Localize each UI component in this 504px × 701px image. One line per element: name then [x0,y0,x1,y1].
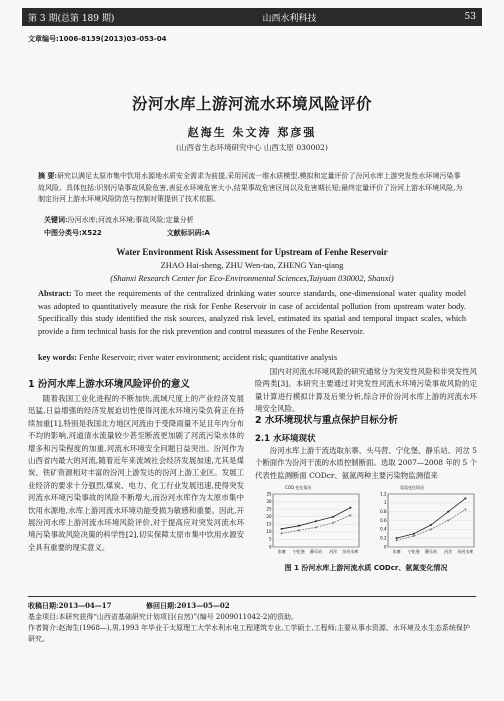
nh3-y-tick-label: 0 [383,544,387,550]
nh3-x-tick-label: 宁化堡 [407,549,420,554]
cod-y-tick-label: 5 [268,536,272,542]
cod-y-tick-label: 10 [266,529,272,535]
footer-divider [28,596,476,597]
nh3-x-tick-label: 东寨 [392,549,401,554]
chart-cod-plot [255,485,363,561]
author-note: 作者简介:赵海生(1968—),男,1993 年毕业于太原理工大学水利水电工程建筑专业,工学硕士,工程师;主要从事水资源、水环境及水生态系统保护研究。 [28,624,470,643]
chart-nh3-title: 氨氮变化情况 [400,485,424,490]
nh3-y-tick-label: 0.8 [380,508,387,514]
keywords-cn-text: 汾河水库;河流水环境;事故风险;定量分析 [67,216,194,224]
issue-label: 第 3 期(总第 189 期) [28,13,115,24]
cod-x-tick-label: 汾河水库 [342,549,359,554]
cod-y-tick-label: 30 [266,498,272,504]
section1-body: 随着我国工业化进程的不断加快,流域尺度上的产业经济发展迅猛,日益增强的经济发展迫切性使得河流水环境污染负荷正在持续加重[1],特别是我国北方地区河流由于受降雨量不足且年内分布不均的影响,河道清水流量较少甚至断流更加剧了河流污染水体的增多和污染程度的加重,河流水环境安全问题日益突出。汾河作为山西省内最大的河流,随着近年来流域社会经济发展加速,尤其是煤炭、铁矿资源相对丰富的汾河上游发达的汾河上游工业区。发展工业经济的要求十分强烈,煤炭、电力、化工行业发展迅速,使得突发河流水环境污染事故的风险不断增大,而汾河水库作为太原市集中饮用水源地,水库上游河流水环境功能受损为敏感和重要。因此,开展汾河水库上游河流水环境风险评价,对于提高应对突发河流水环境污染事故风险决策的科学性[2],切实保障太原市集中饮用水源安全具有重要的现实意义。 [28,394,244,552]
cod-x-tick-label: 河岔 [329,549,338,554]
journal-header [22,8,482,26]
keywords-cn-label: 关键词: [44,215,68,224]
keywords-en-label: key words: [38,353,77,362]
document-code: 文献标识码:A [166,229,210,237]
keywords-cn [44,215,194,225]
abstract-en [38,288,466,338]
chart-cod-title: COD 变化情况 [285,485,312,490]
section2-heading: 2 水环境现状与重点保护目标分析 [255,415,398,426]
cod-data-point [332,522,334,524]
cod-y-tick-label: 15 [266,521,272,527]
cod-data-point [298,529,300,531]
cod-series-line-1 [282,508,351,529]
nh3-data-point [396,539,398,541]
nh3-data-point [430,524,432,526]
keywords-en-text: Fenhe Reservoir; river water environment; accident risk; quantitative analysis [79,353,338,362]
nh3-data-point [396,537,398,539]
nh3-data-point [413,535,415,537]
cod-data-point [349,514,351,516]
cod-x-tick-label: 静乐站 [310,549,322,554]
cod-y-tick-label: 20 [266,514,272,520]
authors-en: ZHAO Hai-sheng, ZHU Wen-tao, ZHENG Yan-qiang [160,260,344,270]
chart-nh3-plot [370,485,478,561]
affiliation-cn: (山西省生态环境研究中心 山西太原 030002) [176,143,328,152]
affiliation-en: (Shanxi Research Center for Eco-Environmental Sciences,Taiyuan 030002, Shanxi) [110,273,394,283]
cod-y-tick-label: 25 [266,506,272,512]
figure-caption: 图 1 汾河水库上游河流水质 CODcr、氨氮变化情况 [284,564,448,572]
cod-data-point [281,532,283,534]
cod-data-point [315,526,317,528]
footnotes [28,600,476,645]
paper-title-cn: 汾河水库上游河流水环境风险评价 [131,95,372,113]
clc-number: 中图分类号:X522 [44,229,102,237]
cod-x-tick-label: 宁化堡 [292,549,305,554]
nh3-data-point [413,533,415,535]
nh3-x-tick-label: 静乐站 [425,549,437,554]
cod-data-point [315,520,317,522]
chart-nh3 [370,485,478,561]
cod-data-point [298,525,300,527]
chart-cod [255,485,363,561]
nh3-y-tick-label: 0.4 [380,526,387,532]
page-number: 53 [464,12,476,22]
nh3-data-point [464,497,466,499]
cod-x-tick-label: 东寨 [277,549,286,554]
nh3-data-point [464,508,466,510]
nh3-y-tick-label: 1 [383,500,387,506]
nh3-series-line-1 [397,498,466,538]
cod-y-tick-label: 35 [266,491,272,497]
nh3-x-tick-label: 汾河水库 [457,549,474,554]
keywords-en [38,353,466,362]
section1-heading: 1 汾河水库上游水环境风险评价的意义 [28,379,190,390]
received-date: 收稿日期:2013—04—17 [28,601,112,610]
fund-note: 基金项目:本研究获得“山西省基础研究计划项目(自然)”(编号 2009011042-2)的资助。 [28,613,299,621]
cod-data-point [332,516,334,518]
journal-name: 山西水利科技 [262,13,317,24]
section2-subheading: 2.1 水环境现状 [255,434,316,444]
authors-cn: 赵海生 朱文涛 郑彦强 [187,126,317,139]
right-intro: 国内对河流水环境风险的研究通常分为突发性风险和非突发性风险两类[3]。本研究主要通过对突发性河流水环境污染事故风险的定量计算进行模拟计算及后果分析,综合评价汾河水库上游的河流水环境安全风险。 [255,367,477,414]
nh3-y-tick-label: 1.2 [380,491,387,497]
article-number: 文章编号:1006-8139(2013)03-053-04 [28,35,167,43]
abstract-en-text: To meet the requirements of the centralized drinking water source standards, one-dimensional water quality model was adopted to quantitatively measure the risk for Fenhe Reservoir in case of accidental pollution from upstream water body. Specifically this study identified the risk sources, analyzed risk level, estimated its spatial and temporal impact scales, which provide a firm technical basis for the risk prevention and control measures of the Fenhe Reservoir. [38,289,466,336]
cod-y-tick-label: 0 [268,544,272,550]
nh3-y-tick-label: 0.6 [380,517,387,523]
cod-data-point [349,507,351,509]
abstract-en-label: Abstract: [38,289,72,298]
section2-body: 汾河水库上游干流选取东寨、头马营、宁化堡、静乐站、河岔 5 个断面作为汾河干流的水质控制断面。选取 2007—2008 年的 5 个代表性监测断面 CODcr、氨氮两种主要污染物监测值来 [255,446,477,480]
nh3-data-point [447,511,449,513]
paper-title-en: Water Environment Risk Assessment for Upstream of Fenhe Reservoir [116,247,388,257]
nh3-y-tick-label: 0.2 [380,535,387,541]
abstract-cn-text: 研究以满足太原市集中饮用水源地水质安全需求为前提,采用河流一维水质模型,模拟和定量评价了汾河水库上游突发性水环境污染事故风险。具体包括:识别污染事故风险危害,表征水环境危害大小,结果事故危害区间以及危害期长短;最终定量评价了汾河上游水环境风险,为制定汾河上游水环境风险防范与控制对策提供了技术依据。 [38,172,463,203]
abstract-cn-label: 摘 要: [38,171,58,180]
revised-date: 修回日期:2013—05—02 [146,601,230,610]
classification-line [44,228,210,238]
nh3-x-tick-label: 河岔 [444,549,453,554]
nh3-data-point [447,520,449,522]
cod-data-point [281,528,283,530]
nh3-data-point [430,528,432,530]
dates-line [28,600,476,612]
abstract-cn [38,170,466,206]
